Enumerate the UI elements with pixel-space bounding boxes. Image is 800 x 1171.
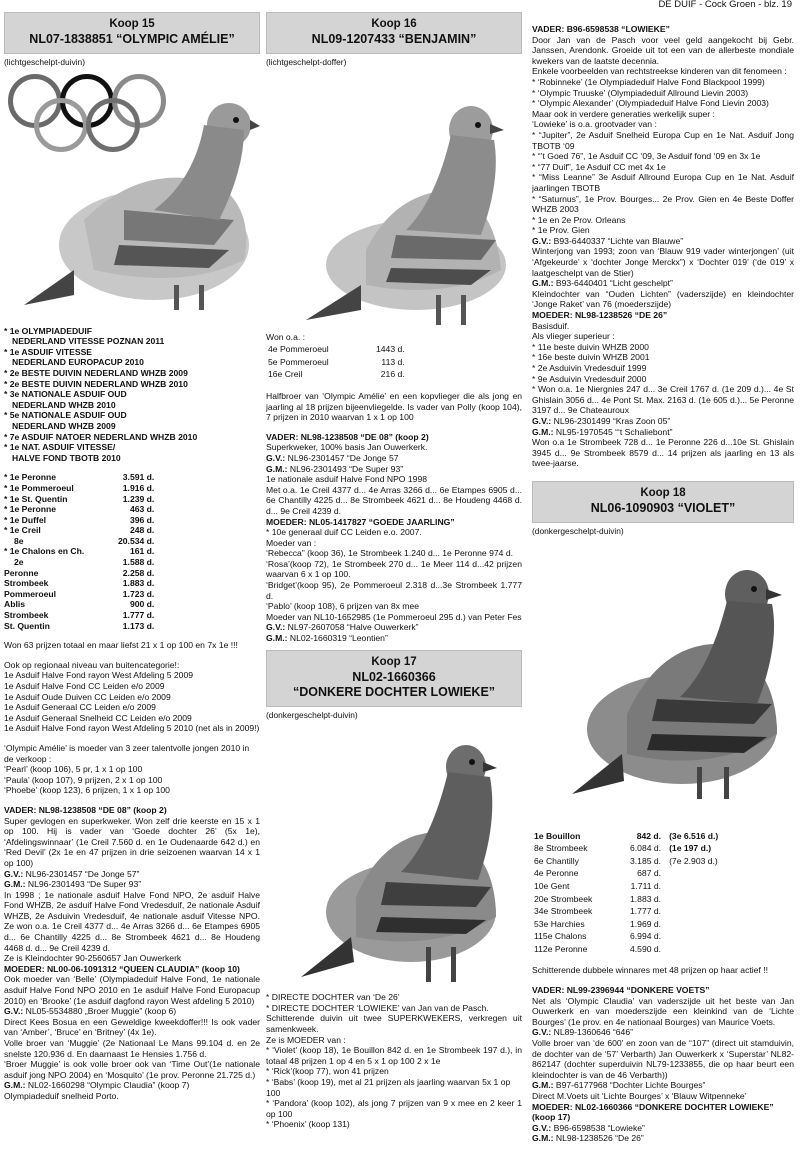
result-row: 8e 20.534 d. <box>14 535 155 546</box>
won-intro: Won o.a. : <box>266 331 306 342</box>
regional-item: 1e Asduif Halve Fond CC Leiden e/o 2009 <box>4 681 165 691</box>
vader-text-3: Direct M.Voets uit ‘Lichte Bourges’ x ‘Blauw Witpenneke’ <box>532 1091 747 1101</box>
moeder-kid: ‘Bridget’(koop 95), 2e Pommeroeul 2.318 d...3e Strombeek 1.777 d. <box>266 580 522 601</box>
list-item: * “Miss Leanne” 3e Asduif Allround Europa Cup en 1e Nat. Asduif jaarlingen TBOTB <box>532 172 794 193</box>
title-line: HALVE FOND TBOTB 2010 <box>12 452 121 463</box>
result-row: 16e Creil 216 d. <box>268 369 405 380</box>
child-item: ‘Paula’ (koop 107), 9 prijzen, 2 x 1 op 100 <box>4 774 163 785</box>
child-item: ‘Pearl’ (koop 106), 5 pr, 1 x 1 op 100 <box>4 764 143 775</box>
koop-17-kid: * ‘Babs’ (koop 19), met al 21 prijzen als jaarling waarvan 5x 1 op 100 <box>266 1076 511 1098</box>
moeder-kid: ‘Rosa’(koop 72), 1e Strombeek 270 d... 1e Meer 114 d...42 prijzen waarvan 6 x 1 op 100. <box>266 558 522 580</box>
koop-17-photo <box>266 722 522 992</box>
regional-item: 1e Asduif Oude Duiven CC Leiden e/o 2009 <box>4 691 171 702</box>
result-row: 20e Strombeek 1.883 d. <box>534 893 662 904</box>
result-row: 34e Strombeek 1.777 d. <box>534 906 662 917</box>
moeder-gv: G.V.: NL96-2301499 “Kras Zoon 05” <box>532 415 671 426</box>
koop-16-title-box <box>266 12 522 54</box>
vader-heading: VADER: NL98-1238508 “DE 08” (koop 2) <box>266 431 429 442</box>
moeder-gv: G.V.: B96-6598538 “Lowieke” <box>532 1122 645 1133</box>
result-row: 1e Bouillon 842 d. (3e 6.516 d.) <box>534 830 719 841</box>
title-line: * 5e NATIONALE ASDUIF OUD <box>4 410 127 421</box>
title-line: * 3e NATIONALE ASDUIF OUD <box>4 389 127 400</box>
list-item: * “’t Goed 76”, 1e Asduif CC ‘09, 3e Asduif fond ‘09 en 3x 1e <box>532 151 761 162</box>
result-row: * 1e Peronne 463 d. <box>4 504 155 515</box>
result-row: * 1e Chalons en Ch. 161 d. <box>4 546 155 557</box>
koop-18-photo <box>532 539 794 829</box>
vader-text: Door Jan van de Pasch voor veel geld aangekocht bij Gebr. Janssen, Arendonk. Groeide uit tot een van de allerbeste mondiale kwekers van de laatste decennia. <box>532 34 794 66</box>
vader-gm: G.M.: NL96-2301493 “De Super 93” <box>266 463 404 474</box>
pigeon-photo <box>4 70 260 320</box>
title-line: * 1e ASDUIF VITESSE <box>4 346 93 357</box>
list-item: * 9e Asduivin Vredesduif 2000 <box>532 373 647 384</box>
koop-17-kid: * ‘Pandora’ (koop 102), als jong 7 prijzen van 9 x mee en 2 keer 1 op 100 <box>266 1098 522 1119</box>
koop-18-title-box <box>532 481 794 523</box>
vader-gm: G.M.: NL96-2301493 “De Super 93” <box>4 879 142 890</box>
vader-text-2: 1e nationale asduif Halve Fond NPO 1998 <box>266 474 427 485</box>
koop-15-photo <box>4 70 260 320</box>
koop-15-titles <box>4 326 260 464</box>
title-line: NEDERLAND EUROPACUP 2010 <box>12 357 144 368</box>
koop-16-results <box>266 342 407 382</box>
koop-18-desc: (donkergeschelpt-duivin) <box>532 525 624 536</box>
koop-17-line: * DIRECTE DOCHTER ‘LOWIEKE’ van Jan van de Pasch. <box>266 1002 489 1013</box>
list-item: * 2e Asduivin Vredesduif 1999 <box>532 363 647 373</box>
title-line: * 1e OLYMPIADEDUIF <box>4 325 93 336</box>
regional-item: 1e Asduif Halve Fond rayon West Afdeling 5 2009 <box>4 670 194 681</box>
moeder-gm: G.M.: NL95-1970545 “‘t Schaliebont” <box>532 426 673 437</box>
result-row: 4e Pommeroeul 1443 d. <box>268 344 405 355</box>
koop-17-line: * DIRECTE DOCHTER van ‘De 26’ <box>266 992 400 1003</box>
column-koop-15 <box>4 12 260 1168</box>
koop-17-text: Schitterende duivin uit twee SUPERKWEKERS, verkregen uit samenkweek. <box>266 1013 522 1034</box>
vader-text-3: Maar ook in verdere generaties werkelijk super : <box>532 108 715 119</box>
koop-18-results <box>532 829 720 957</box>
koop-15-title-box <box>4 12 260 54</box>
moeder-text-2: Moeder van : <box>266 537 317 548</box>
vader-text-6: Kleindochter van “Ouden Lichten” (vaderszijde) en kleindochter ‘Jonge Raket’ van 76 (moederszijde) <box>532 288 794 310</box>
moeder-kid: ‘Rebecca” (koop 36), 1e Strombeek 1.240 d... 1e Peronne 974 d. <box>266 548 513 559</box>
koop-17-title-box <box>266 650 522 707</box>
moeder-gm: G.M.: NL02-1660319 “Leontien” <box>266 633 388 644</box>
list-item: * 1e en 2e Prov. Orleans <box>532 214 626 225</box>
koop-16-desc: (lichtgeschelpt-doffer) <box>266 57 347 67</box>
koop-17-name: “DONKERE DOCHTER LOWIEKE” <box>292 684 496 699</box>
page-header: DE DUIF - Cock Groen - blz. 19 <box>658 0 792 10</box>
koop-16-ring: NL09-1207433 “BENJAMIN” <box>311 32 477 46</box>
vader-heading: VADER: NL99-2396944 “DONKERE VOETS” <box>532 985 710 996</box>
title-line: * 2e BESTE DUIVIN NEDERLAND WHZB 2009 <box>4 367 188 378</box>
vader-text-2: Enkele voorbeelden van rechtstreekse kinderen van dit fenomeen : <box>532 66 787 77</box>
result-row: 8e Strombeek 6.084 d. (1e 197 d.) <box>534 843 712 854</box>
vader-gv: G.V.: NL96-2301457 “De Jonge 57” <box>4 868 140 879</box>
vader-text: Net als ‘Olympic Claudia’ van vaderszijde uit het beste van Jan Ouwerkerk en van moederszijde een kleinkind van de ‘Lichte Bourges’ (1e prov. en 4e nationaal Bourges) van Maurice Voets. <box>532 995 794 1027</box>
vader-heading: VADER: B96-6598538 “LOWIEKE” <box>532 24 670 34</box>
koop-15-ring: NL07-1838851 “OLYMPIC AMÉLIE” <box>29 32 235 46</box>
koop-18-text: Schitterende dubbele winnares met 48 prijzen op haar actief !! <box>532 965 768 976</box>
moeder-gv: G.V.: NL05-5534880 „Broer Muggie” (koop 6) <box>4 1006 177 1017</box>
vader-gm: G.M.: B93-6440401 “Licht geschelpt” <box>532 278 673 289</box>
result-row: * 1e Creil 248 d. <box>4 525 155 536</box>
vader-text-3: Met o.a. 1e Creil 4377 d... 4e Arras 3266 d... 6e Etampes 6905 d... 6e Chantilly 4225 d... 8e Strombeek 4621 d... 8e Houdeng 4468 d. d... 9e Creil 4239 d. <box>266 484 522 516</box>
title-line: * 7e ASDUIF NATOER NEDERLAND WHZB 2010 <box>4 431 198 442</box>
moeder-gv: G.V.: NL97-2607058 “Halve Ouwerkerk” <box>266 622 419 633</box>
moeder-text-5: Olympiadeduif snelheid Porto. <box>4 1090 119 1101</box>
moeder-text-4: ‘Broer Muggie’ is ook volle broer ook van ‘Time Out’(1e nationale asduif jong NPO 2004) en ‘Mosquito’ (1e prov. Peronne 21.725 d.) <box>4 1059 260 1080</box>
result-row: 115e Chalons 6.994 d. <box>534 931 662 942</box>
result-row: 5e Pommeroeul 113 d. <box>268 356 405 367</box>
list-item: * “Saturnus”, 1e Prov. Bourges... 2e Prov. Gien en 4e Beste Doffer WHZB 2003 <box>532 193 794 215</box>
vader-text-2: In 1998 ; 1e nationale asduif Halve Fond NPO, 2e asduif Halve Fond WHZB, 2e asduif Halve Fond Vredesduif, 2e nationale Asduif WHZB, 2e Asduivin Vredesduif, 4e nationale asduif Vitesse NPO. Ze won o.a. 1e Creil 4377 d... 4e Arras 3266 d... 6e Etampes 6905 d... 6e Chantilly 4225 d... 8e Strombeek 4621 d... 8e Houdeng 4468 d. d... 9e Creil 4239 d. <box>4 889 260 953</box>
title-line: NEDERLAND WHZB 2010 <box>12 399 116 410</box>
vader-heading: VADER: NL98-1238508 “DE 08” (koop 2) <box>4 804 167 815</box>
result-row: Strombeek 1.777 d. <box>4 610 155 621</box>
koop-17-ring: NL02-1660366 <box>352 669 436 684</box>
moeder-heading: MOEDER: NL00-06-1091312 “QUEEN CLAUDIA” (koop 10) <box>4 963 240 974</box>
vader-gm: G.M.: B97-6177968 “Dochter Lichte Bourges” <box>532 1080 706 1091</box>
result-row: 112e Peronne 4.590 d. <box>534 943 662 954</box>
title-line: * 2e BESTE DUIVIN NEDERLAND WHZB 2010 <box>4 378 188 389</box>
child-item: ‘Phoebe’ (koop 123), 6 prijzen, 1 x 1 op 100 <box>4 785 170 796</box>
vader-gv: G.V.: B93-6440337 “Lichte van Blauwe” <box>532 235 684 246</box>
moeder-text: Ook moeder van ‘Belle’ (Olympiadeduif Halve Fond, 1e nationale asduif Halve Fond NPO 2010 en 1e asduif Halve Fond Europacup 2010) en ‘Brooke’ (1e asduif dagfond rayon West afdeling 5 2010) <box>4 974 260 1006</box>
moeder-text-3: Volle broer van ‘Muggie’ (2e Nationaal Le Mans 99.104 d. en 2e snelste 120.936 d. En daarnaast 1e Hensies 1.756 d. <box>4 1038 260 1059</box>
pigeon-photo <box>266 70 522 332</box>
koop-17-text-2: Ze is MOEDER van : <box>266 1034 346 1045</box>
moeder-text-2: Direct Kees Bosua en een Geweldige kweekdoffer!!! Is ook vader van ‘Amber’, ‘Bruce’ en ‘Britney’ (4x 1e). <box>4 1016 260 1038</box>
result-row: 10e Gent 1.711 d. <box>534 880 662 891</box>
koop-18-ring: NL06-1090903 “VIOLET” <box>590 500 736 515</box>
moeder-kid: ‘Pablo’ (koop 108), 6 prijzen van 8x mee <box>266 601 420 612</box>
result-row: 4e Peronne 687 d. <box>534 868 662 879</box>
list-item: * ‘Robinneke’ (1e Olympiadeduif Halve Fond Blackpool 1999) <box>532 76 765 87</box>
won-summary: Won 63 prijzen totaal en maar liefst 21 x 1 op 100 en 7x 1e !!! <box>4 640 238 651</box>
regional-item: 1e Asduif Halve Fond rayon West Afdeling 5 2010 (net als in 2009!) <box>4 723 260 734</box>
result-row: * 1e St. Quentin 1.239 d. <box>4 493 155 504</box>
koop-17-kid: * ‘Rick’(koop 77), won 41 prijzen <box>266 1066 389 1077</box>
result-row: 2e 1.588 d. <box>14 557 155 568</box>
result-row: 6e Chantilly 3.185 d. (7e 2.903 d.) <box>534 855 718 866</box>
koop-17-kid: * ‘Phoenix’ (koop 131) <box>266 1119 350 1130</box>
koop-15-desc: (lichtgeschelpt-duivin) <box>4 57 85 67</box>
koop-16-text: Halfbroer van ‘Olympic Amélie’ en een kopvlieger die als jong en jaarling al 18 prijzen bijeenvliegelde. Is vader van Polly (koop 104), 7 prijzen in 2010 waarvan 1 x 1 op 100 <box>266 390 522 423</box>
result-row: * 1e Duffel 396 d. <box>4 514 155 525</box>
title-line: NEDERLAND WHZB 2009 <box>12 420 116 431</box>
vader-text: Superkweker, 100% basis Jan Ouwerkerk. <box>266 442 428 453</box>
moeder-heading: MOEDER: NL98-1238526 “DE 26” <box>532 310 668 321</box>
pigeon-photo <box>266 722 522 992</box>
mother-of: ‘Olympic Amélie’ is moeder van 3 zeer talentvolle jongen 2010 in de verkoop : <box>4 742 250 764</box>
regional-intro: Ook op regionaal niveau van buitencategorie!: <box>4 659 180 670</box>
result-row: St. Quentin 1.173 d. <box>4 620 155 631</box>
list-item: * Won o.a. 1e Niergnies 247 d... 3e Creil 1767 d. (1e 209 d.)... 4e St Ghislain 3056 d... 4e Pont St. Max. 2163 d. (1e 605 d.)... 5e Peronne 3197 d... 9e Chateauroux <box>532 384 794 416</box>
moeder-gm: G.M.: NL02-1660298 “Olympic Claudia” (koop 7) <box>4 1080 190 1091</box>
regional-item: 1e Asduif Generaal Snelheid CC Leiden e/o 2009 <box>4 712 192 723</box>
moeder-text: * 10e generaal duif CC Leiden e.o. 2007. <box>266 527 422 538</box>
moeder-text: Basisduif. <box>532 320 570 331</box>
koop-16-photo <box>266 70 522 332</box>
result-row: Strombeek 1.883 d. <box>4 578 155 589</box>
regional-item: 1e Asduif Generaal CC Leiden e/o 2009 <box>4 702 156 713</box>
koop-17-number: Koop 17 <box>371 655 417 668</box>
vader-text-5: Winterjong van 1993; zoon van ‘Blauw 919 vader winterjongen’ (uit ‘Afgekeurde’ x ‘dochter Jonge Merckx”) x ‘Dochter 019’ (‘de 019’ x laatgeschelpt van de Stier) <box>532 246 794 278</box>
koop-17-desc: (donkergeschelpt-duivin) <box>266 709 358 720</box>
vader-text-4: ‘Lowieke’ is o.a. grootvader van : <box>532 119 657 130</box>
vader-text-3: Ze is Kleindochter 90-2560657 Jan Ouwerkerk <box>4 953 182 964</box>
list-item: * 11e beste duivin WHZB 2000 <box>532 341 649 352</box>
result-row: Pommeroeul 1.723 d. <box>4 588 155 599</box>
result-row: * 1e Peronne 3.591 d. <box>4 472 155 483</box>
list-item: * “77 Duif”, 1e Asduif CC met 4x 1e <box>532 161 666 172</box>
vader-text-2: Volle broer van ‘de 600’ en zoon van de “107” (direct uit stamduivin, de dochter van de ‘57’ Verbarth) Jan Ouwerkerk x ‘Superstar’ NL82-862147 (dochter superduivin NL79-1233855, die op haar beurt een kleindochter is van de 46 Verbarth)) <box>532 1038 794 1080</box>
list-item: * ‘Olympic Truuske’ (Olympiadeduif Allround Lievin 2003) <box>532 87 749 98</box>
moeder-text-3: Moeder van NL10-1652985 (1e Pommeroeul 295 d.) van Peter Fes <box>266 611 522 622</box>
title-line: * 1e NAT. ASDUIF VITESSE/ <box>4 442 116 453</box>
title-line: NEDERLAND VITESSE POZNAN 2011 <box>12 336 165 347</box>
koop-18-number: Koop 18 <box>640 486 686 499</box>
result-row: Peronne 2.258 d. <box>4 567 155 578</box>
moeder-heading: MOEDER: NL05-1417827 “GOEDE JAARLING” <box>266 516 455 527</box>
koop-15-results <box>4 472 154 631</box>
koop-17-kid: * ‘Violet’ (koop 18), 1e Bouillon 842 d. en 1e Strombeek 197 d.), in totaal 48 prijzen 1 op 4 en 5 x 1 op 100 2 x 1e <box>266 1045 522 1066</box>
moeder-heading: MOEDER: NL02-1660366 “DONKERE DOCHTER LOWIEKE” (koop 17) <box>532 1101 774 1123</box>
result-row: Ablis 900 d. <box>4 599 155 610</box>
column-koop-16-17 <box>266 12 522 1168</box>
vader-text: Super gevlogen en superkweker. Won zelf drie keerste en 15 x 1 op 100. Hij is vader van ‘Goede dochter 26’ (5x 1e), ‘Afdelingswinnaar’ (1e Creil 7.560 d. en 1e Oudenaarde 642 d.) en ‘Red Devil’ (2x 1e en 47 prijzen in drie seizoenen waarvan 14 x 1 op 100) <box>4 815 260 868</box>
list-item: * ‘Olympic Alexander’ (Olympiadeduif Halve Fond Lievin 2003) <box>532 98 769 109</box>
moeder-text-3: Won o.a 1e Strombeek 728 d... 1e Peronne 226 d...10e St. Ghislain 3945 d... 9e Strombeek 8579 d... 14 prijzen als jaarling en 13 als twee-jaarse. <box>532 437 794 469</box>
result-row: * 1e Pommeroeul 1.916 d. <box>4 482 155 493</box>
koop-15-number: Koop 15 <box>109 18 155 30</box>
moeder-gm: G.M.: NL98-1238526 “De 26” <box>532 1133 644 1144</box>
list-item: * 16e beste duivin WHZB 2001 <box>532 352 650 363</box>
result-row: 53e Harchies 1.969 d. <box>534 918 662 929</box>
koop-16-number: Koop 16 <box>371 18 417 30</box>
list-item: * 1e Prov. Gien <box>532 225 590 236</box>
list-item: * “Jupiter”, 2e Asduif Snelheid Europa Cup en 1e Nat. Asduif Jong TBOTB ‘09 <box>532 129 794 151</box>
vader-gv: G.V.: NL89-1360646 “646” <box>532 1027 633 1038</box>
column-pedigree-koop-18 <box>532 24 794 1168</box>
moeder-text-2: Als vlieger superieur : <box>532 331 615 342</box>
pigeon-photo <box>532 539 794 829</box>
vader-gv: G.V.: NL96-2301457 “De Jonge 57 <box>266 452 399 463</box>
